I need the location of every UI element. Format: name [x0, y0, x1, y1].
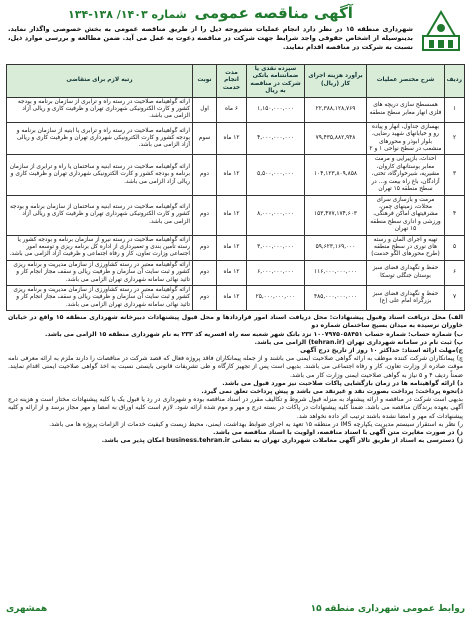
header	[6, 4, 465, 62]
footer	[6, 604, 465, 614]
cell-rank: ارائه گواهینامه صلاحیت در رسته نیرو از سازمان برنامه و بودجه کشور یا رسته تأمین بندی و تعمیرداری از اداره کل برنامه ریزی و توسعه امور اجتماعی وزارت تعاون، کار و رفاه اجتماعی و ظرفیت آزاد الزامی می باشد.	[7, 235, 193, 260]
tender-table	[6, 64, 465, 311]
cell-cost: ۱۵۳,۴۷۷,۱۷۴,۶۰۳	[305, 195, 367, 235]
cell-description: بهسازی جداول، انهار و پیاده رو و خیابانهای شهید رضایی، بلوار ابوذر و محورهای منشعب در سطح نواحی ۱ و ۲	[367, 122, 445, 155]
cell-description: مرمت و بازسازی سرای محلات، زمینهای چمن، مشرفیتهای اماکن فرهنگی، ورزشی و اداری سطح منطقه ۱۵ تهران	[367, 195, 445, 235]
cell-description: حفظ و نگهداری فضای سبز بزرگراه امام علی (ع)	[367, 285, 445, 310]
cell-deposit: ۸,۰۰۰,۰۰۰,۰۰۰	[247, 195, 305, 235]
cell-rank: ارائه گواهینامه صلاحیت در رسته راه و ترابری از سازمان برنامه و بودجه کشور و کارت الکترونیکی شهرداری تهران و ظرفیت کاری و ریالی آزاد الزامی می باشد.	[7, 97, 193, 122]
title-row	[6, 4, 415, 22]
cell-deposit: ۴,۰۰۰,۰۰۰,۰۰۰	[247, 122, 305, 155]
note-item: ب) شماره حساب: شماره حساب ۱۰۰۷۹۷۵۰۵۸۴۵۱ نزد بانک شهر شعبه سه راه افسریه کد ۲۳۳ به نام شهرداری منطقه ۱۵ الزامی می باشد.	[45, 330, 463, 338]
table-row	[7, 195, 465, 235]
table-header-row	[7, 65, 465, 98]
cell-row-number: ۱	[445, 97, 465, 122]
cell-cost: ۷۹,۴۳۵,۸۸۲,۹۴۸	[305, 122, 367, 155]
page-title: آگهی مناقصه عمومی	[194, 4, 353, 22]
col-header-duration: مدت انجام خدمت	[217, 65, 247, 98]
cell-row-number: ۷	[445, 285, 465, 310]
cell-deposit: ۳,۰۰۰,۰۰۰,۰۰۰	[247, 235, 305, 260]
agency-logo: همشهری	[6, 604, 48, 614]
note-item: ز) در صورت مغایرت متن آگهی با اسناد مناقصه، اولویت با اسناد مناقصه می باشد.	[212, 429, 463, 437]
cell-rank: ارائه گواهینامه معتبر در رسته کشاورزی از سازمان مدیریت و برنامه ریزی کشور و ثبت سایت آن سازمان و ظرفیت ریالی و سقف مجاز انجام کار و تائید نهائی سامانه شهرداری تهران الزامی می باشد.	[7, 260, 193, 285]
col-header-deposit: سپرده نقدی یا ضمانتنامه بانکی شرکت در مناقصه به ریال	[247, 65, 305, 98]
col-header-cost-estimate: برآورد هزینه اجرای کار (ریال)	[305, 65, 367, 98]
table-row	[7, 97, 465, 122]
cell-turn: دوم	[193, 155, 217, 195]
cell-duration: ۱۲ ماه	[217, 155, 247, 195]
cell-description: هسسطح سازی دریچه های فلزی انهار معابر سطح منطقه	[367, 97, 445, 122]
col-header-turn: نوبت	[193, 65, 217, 98]
col-header-rank: رتبه لازم برای متقاضی	[7, 65, 193, 98]
cell-cost: ۴۸۵,۰۰۰,۰۰۰,۰۰۰	[305, 285, 367, 310]
cell-description: حفظ و نگهداری فضای سبز بوستان جنگلی توسکا	[367, 260, 445, 285]
cell-cost: ۲۲,۳۸۸,۱۲۸,۷۶۹	[305, 97, 367, 122]
cell-rank: ارائه گواهینامه صلاحیت در رسته راه و ترابری یا ابنیه از سازمان برنامه و بودجه کشور و کارت الکترونیکی شهرداری تهران و ظرفیت کاری و ریالی آزاد الزامی می باشد.	[7, 122, 193, 155]
table-row	[7, 285, 465, 310]
cell-rank: ارائه گواهینامه صلاحیت در رسته ابنیه و ساختمان از سازمان برنامه و بودجه کشور و کارت الکترونیکی شهرداری تهران و ظرفیت کاری و ریالی آزاد الزامی می باشد.	[7, 195, 193, 235]
note-item: ذ)نحوه پرداخت: پرداخت بصورت نقد و غیرنقد می باشد و پیش پرداخت تعلق نمی گیرد.	[201, 388, 463, 396]
note-item: پ) ثبت نام در سامانه شهرداری تهران (tehran.ir) الزامی می باشد.	[254, 338, 463, 346]
cell-row-number: ۴	[445, 195, 465, 235]
cell-turn: اول	[193, 97, 217, 122]
cell-row-number: ۶	[445, 260, 465, 285]
cell-rank: ارائه گواهینامه صلاحیت در رسته ابنیه و ساختمان یا راه و ترابری از سازمان برنامه و بودجه کشور و کارت الکترونیکی شهرداری تهران و ظرفیت کاری و ریالی آزاد الزامی می باشد.	[7, 155, 193, 195]
note-item: ر) نظر به استقرار سیستم مدیریت یکپارچه IMS در منطقه ۱۵ تعهد به اجرای ضوابط بهداشت، ایمنی، محیط زیست و کیفیت خدمات از الزامات پروژه ها می باشد.	[49, 420, 463, 428]
cell-duration: ۱۲ ماه	[217, 235, 247, 260]
table-row	[7, 155, 465, 195]
cell-duration: ۱۲ ماه	[217, 260, 247, 285]
cell-turn: دوم	[193, 195, 217, 235]
cell-turn: سوم	[193, 122, 217, 155]
note-item: الف) محل دریافت اسناد وقبول پیشنهادات: محل دریافت اسناد امور قراردادها و محل قبول پیشنهادات دبیرخانه شهرداری منطقه ۱۵ واقع در خیابان خاوران نرسیده به میدان بسیج ساختمان شماره دو	[8, 314, 463, 330]
cell-cost: ۵۹,۶۲۳,۱۶۹,۰۰۰	[305, 235, 367, 260]
cell-deposit: ۱,۱۵۰,۰۰۰,۰۰۰	[247, 97, 305, 122]
cell-turn: دوم	[193, 235, 217, 260]
note-item: ژ) دسترسی به اسناد از طریق تالار آگهی معاملات شهرداری تهران به نشانی business.tehran.ir امکان پذیر می باشد.	[101, 437, 463, 445]
cell-row-number: ۳	[445, 155, 465, 195]
intro-text: شهرداری منطقه ۱۵ در نظر دارد انجام عملیات مشروحه ذیل را از طریق مناقصه عمومی به بخش خصوصی واگذار نماید. بدینوسیله از اشخاص حقوقی واجد شرایط جهت شرکت در مناقصه دعوت به عمل می آید. ضمن مطالعه و بررسی موارد ذیل، نسبت به شرکت در مناقصه اقدام نمایند.	[8, 25, 413, 51]
municipality-logo-icon	[419, 6, 463, 56]
cell-turn: دوم	[193, 285, 217, 310]
cell-deposit: ۶,۰۰۰,۰۰۰,۰۰۰	[247, 260, 305, 285]
note-item: د) ارائه گواهینامه ها در زمان بازگشایی پاکات صلاحیت نیز مورد قبول می باشد.	[222, 379, 463, 387]
cell-duration: ۱۲ ماه	[217, 122, 247, 155]
cell-cost: ۱۱۶,۰۰۰,۰۰۰,۰۰۰	[305, 260, 367, 285]
cell-description: تهیه و اجرای المان و رسته های نوری در سطح منطقه (طرح محورهای الگو خدمت)	[367, 235, 445, 260]
table-row	[7, 122, 465, 155]
col-header-description: شرح مختصر عملیات	[367, 65, 445, 98]
cell-duration: ۶ ماه	[217, 97, 247, 122]
cell-description: احداث، بازپیرایی و مرمت معابر بوستانهای کاروان، مشیریه، شیرخوارگاه، تختی، آزادگان، باغ راه بیعت و... در سطح منطقه ۱۵ تهران	[367, 155, 445, 195]
cell-duration: ۱۲ ماه	[217, 285, 247, 310]
table-row	[7, 235, 465, 260]
cell-deposit: ۵,۵۰۰,۰۰۰,۰۰۰	[247, 155, 305, 195]
cell-deposit: ۲۵,۰۰۰,۰۰۰,۰۰۰	[247, 285, 305, 310]
note-item: بدیهی است شرکت در مناقصه و ارائه پیشنهاد به منزله قبول شروط و تکالیف مقرر در اسناد مناقصه بوده و شهرداری در رد یا قبول یک یا کلیه پیشنهادات مختار است و هزینه درج آگهی بعهده برندگان مناقصه می باشد. ضمناً کلیه پیشنهادات در پاکات در بسته درج و مهر و موم شده ارائه شود. لازم است کلیه اوراق به امضا و مهر مجاز برسد و از ارائه و کلیه پیشنهادات که مهر و امضا نشده باشند ترتیب اثر داده نخواهد شد.	[8, 396, 463, 420]
cell-row-number: ۵	[445, 235, 465, 260]
cell-turn: دوم	[193, 260, 217, 285]
cell-rank: ارائه گواهینامه معتبر در رسته کشاورزی از سازمان مدیریت و برنامه ریزی کشور و ثبت سایت آن سازمان و ظرفیت ریالی و سقف مجاز انجام کار و تائید نهائی سامانه شهرداری تهران الزامی می باشد.	[7, 285, 193, 310]
public-relations-label: روابط عمومی شهرداری منطقه ۱۵	[310, 604, 465, 614]
cell-row-number: ۲	[445, 122, 465, 155]
table-row	[7, 260, 465, 285]
tender-number: شماره ۱۴۰۳/ ۱۳۸-۱۳۴	[68, 8, 187, 21]
note-item: چ) پیمانکاران شرکت کننده موظف به ارائه گواهی صلاحیت ایمنی می باشند و از جمله پیمانکاران فاقد پروژه فعال که قصد شرکت در مناقصات را دارند ملزم به ارائه معرفی نامه موقت صادره از وزارت تعاون، کار و رفاه اجتماعی می باشند. بدیهی است پس از تجهیز کارگاه و طی تشریفات قانونی بایستی نسبت به اخذ گواهی صلاحیت ایمنی اقدام نمایند. ضمناً ردیف ۴ و ۵ نیاز به گواهی صلاحیت ایمنی وزارت کار می باشد.	[8, 355, 463, 379]
notes-section	[6, 314, 465, 445]
cell-duration: ۱۲ ماه	[217, 195, 247, 235]
note-item: ج)مهلت ارائه اسناد: حداکثر ۱۰ روز از تاریخ درج آگهی	[300, 347, 463, 354]
col-header-row-number: ردیف	[445, 65, 465, 98]
cell-cost: ۱۰۴,۱۲۳,۸۰۹,۸۵۸	[305, 155, 367, 195]
